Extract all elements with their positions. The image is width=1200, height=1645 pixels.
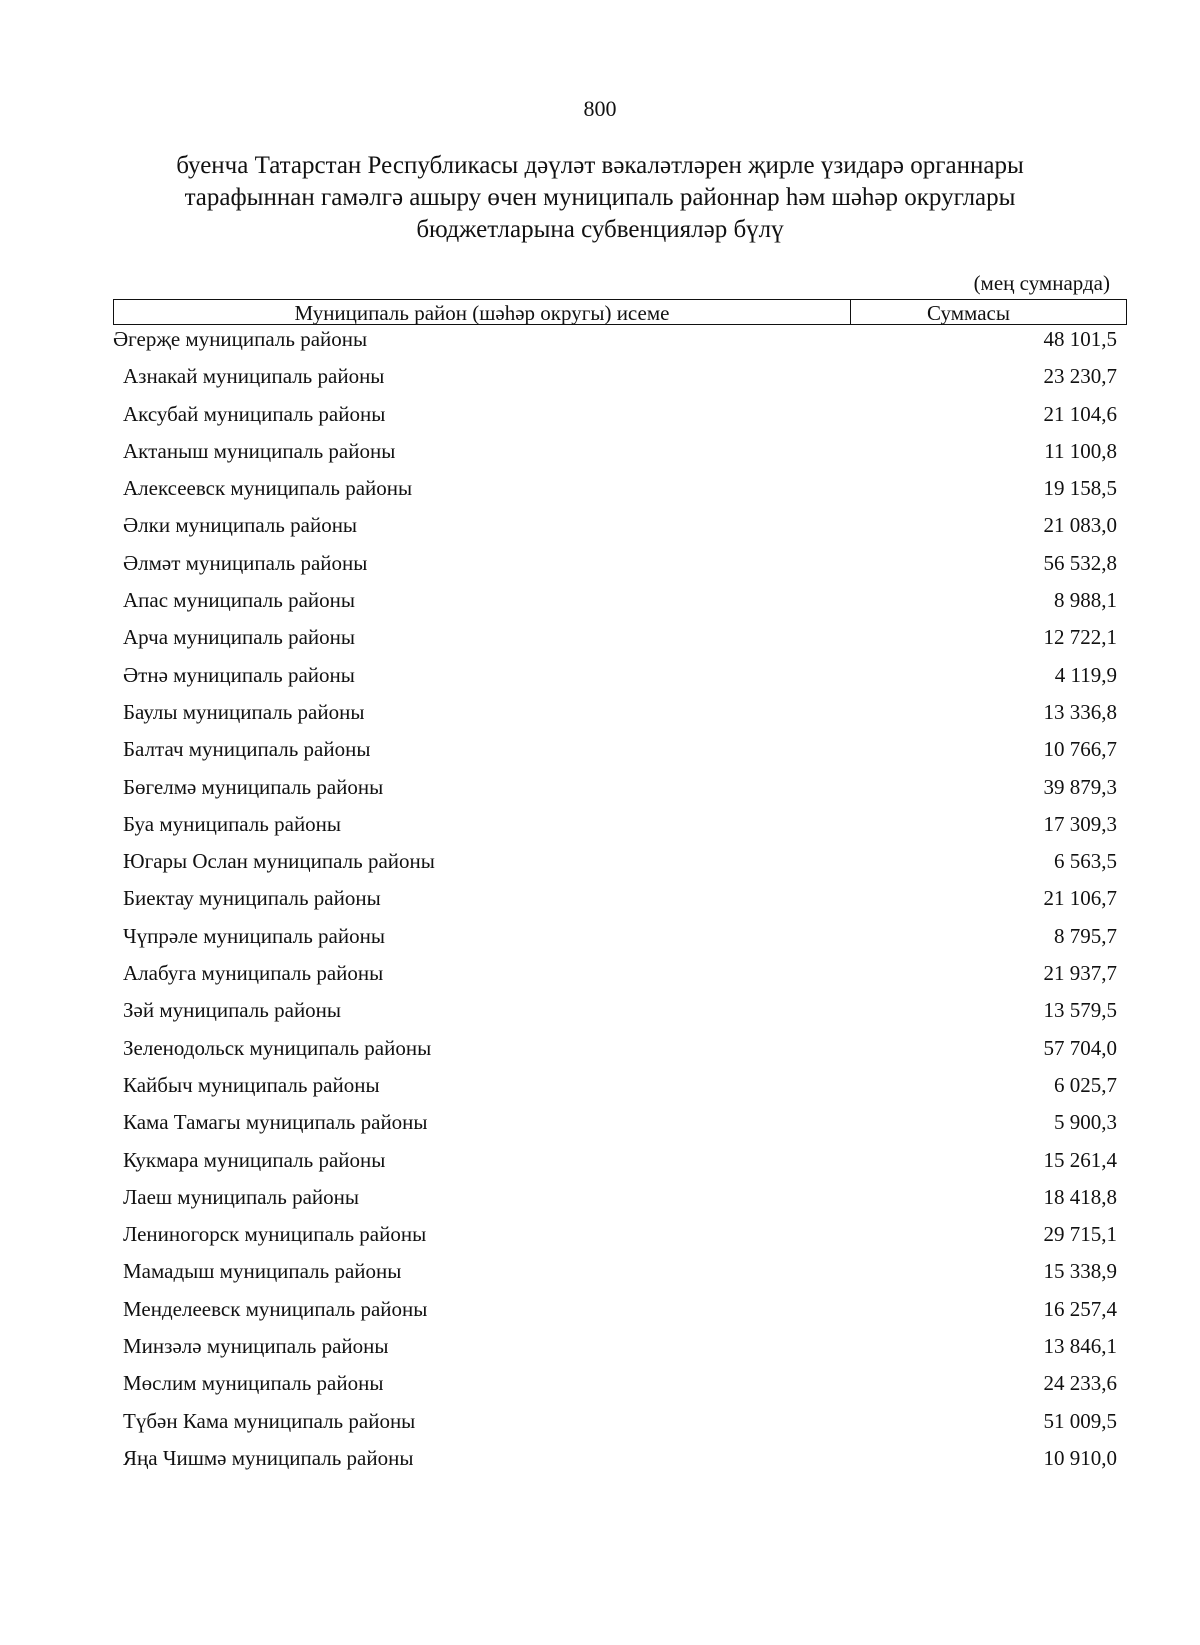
table-row xyxy=(113,736,1117,773)
district-sum: 13 579,5 xyxy=(1043,998,1117,1023)
district-name: Зеленодольск муниципаль районы xyxy=(123,1035,432,1060)
table-row xyxy=(113,624,1117,661)
district-sum: 21 083,0 xyxy=(1043,513,1117,538)
district-name: Югары Ослан муниципаль районы xyxy=(123,849,435,874)
district-name: Кайбыч муниципаль районы xyxy=(123,1072,380,1097)
district-sum: 11 100,8 xyxy=(1044,438,1117,463)
district-sum: 29 715,1 xyxy=(1043,1222,1117,1247)
header-sum-column: Суммасы xyxy=(927,301,1010,325)
district-name: Зәй муниципаль районы xyxy=(123,998,342,1023)
district-name: Балтач муниципаль районы xyxy=(123,737,371,762)
table-row xyxy=(113,662,1117,699)
table-row xyxy=(113,363,1117,400)
district-sum: 21 106,7 xyxy=(1043,886,1117,911)
table-row xyxy=(113,848,1117,885)
table-row xyxy=(113,550,1117,587)
document-title xyxy=(80,150,1120,246)
district-sum: 15 261,4 xyxy=(1043,1147,1117,1172)
district-name: Мамадыш муниципаль районы xyxy=(123,1259,402,1284)
district-sum: 51 009,5 xyxy=(1043,1408,1117,1433)
table-row xyxy=(113,1184,1117,1221)
table-row xyxy=(113,923,1117,960)
district-sum: 10 766,7 xyxy=(1043,737,1117,762)
district-name: Бөгелмә муниципаль районы xyxy=(123,774,384,799)
table-row xyxy=(113,475,1117,512)
page-number: 800 xyxy=(583,96,617,121)
table-row xyxy=(113,1109,1117,1146)
table-row xyxy=(113,960,1117,997)
units-note: (мең сумнарда) xyxy=(973,271,1110,295)
district-name: Түбән Кама муниципаль районы xyxy=(123,1408,416,1433)
district-sum: 48 101,5 xyxy=(1043,327,1117,351)
district-sum: 17 309,3 xyxy=(1043,811,1117,836)
district-name: Яңа Чишмә муниципаль районы xyxy=(123,1445,414,1470)
district-name: Буа муниципаль районы xyxy=(123,811,342,836)
table-body xyxy=(113,326,1117,1482)
district-sum: 18 418,8 xyxy=(1043,1184,1117,1209)
header-name-column: Муниципаль район (шәһәр округы) исеме xyxy=(114,300,851,324)
table-row xyxy=(113,1370,1117,1407)
table-row xyxy=(113,1035,1117,1072)
district-name: Алексеевск муниципаль районы xyxy=(123,476,413,501)
district-name: Алабуга муниципаль районы xyxy=(123,961,384,986)
district-name: Апас муниципаль районы xyxy=(123,588,355,613)
table-row xyxy=(113,1147,1117,1184)
district-name: Лениногорск муниципаль районы xyxy=(123,1222,427,1247)
table-row xyxy=(113,1072,1117,1109)
table-row xyxy=(113,811,1117,848)
title-line: бюджетларына субвенцияләр бүлү xyxy=(416,216,784,243)
district-sum: 8 795,7 xyxy=(1054,923,1117,948)
title-line: буенча Татарстан Республикасы дәүләт вәкаләтләрен җирле үзидарә органнары xyxy=(176,152,1024,179)
district-name: Аксубай муниципаль районы xyxy=(123,401,386,426)
district-sum: 12 722,1 xyxy=(1043,625,1117,650)
district-name: Азнакай муниципаль районы xyxy=(123,364,385,389)
table-row xyxy=(113,885,1117,922)
district-sum: 57 704,0 xyxy=(1043,1035,1117,1060)
title-line: тарафыннан гамәлгә ашыру өчен муниципаль районнар һәм шәһәр округлары xyxy=(184,184,1016,211)
district-name: Биектау муниципаль районы xyxy=(123,886,381,911)
district-sum: 5 900,3 xyxy=(1054,1110,1117,1135)
district-name: Кама Тамагы муниципаль районы xyxy=(123,1110,428,1135)
district-sum: 4 119,9 xyxy=(1054,662,1117,687)
district-sum: 24 233,6 xyxy=(1043,1371,1117,1396)
district-sum: 21 937,7 xyxy=(1043,961,1117,986)
table-header xyxy=(113,299,1127,325)
district-sum: 21 104,6 xyxy=(1043,401,1117,426)
district-name: Мөслим муниципаль районы xyxy=(123,1371,384,1396)
district-name: Әлмәт муниципаль районы xyxy=(123,550,368,575)
table-row xyxy=(113,699,1117,736)
district-sum: 56 532,8 xyxy=(1043,550,1117,575)
district-name: Актаныш муниципаль районы xyxy=(123,438,396,463)
table-row xyxy=(113,438,1117,475)
district-name: Әгерҗе муниципаль районы xyxy=(113,327,368,351)
table-row xyxy=(113,774,1117,811)
district-name: Минзәлә муниципаль районы xyxy=(123,1334,389,1359)
district-sum: 23 230,7 xyxy=(1043,364,1117,389)
table-row xyxy=(113,1333,1117,1370)
district-name: Әтнә муниципаль районы xyxy=(123,662,355,687)
district-name: Арча муниципаль районы xyxy=(123,625,355,650)
table-row xyxy=(113,997,1117,1034)
table-row xyxy=(113,1296,1117,1333)
table-row xyxy=(113,1445,1117,1482)
district-name: Чүпрәле муниципаль районы xyxy=(123,923,385,948)
district-sum: 6 563,5 xyxy=(1054,849,1117,874)
table-row xyxy=(113,1258,1117,1295)
district-name: Әлки муниципаль районы xyxy=(123,513,358,538)
district-sum: 15 338,9 xyxy=(1043,1259,1117,1284)
table-row xyxy=(113,1221,1117,1258)
table-row xyxy=(113,401,1117,438)
district-name: Баулы муниципаль районы xyxy=(123,699,365,724)
district-sum: 39 879,3 xyxy=(1043,774,1117,799)
district-name: Кукмара муниципаль районы xyxy=(123,1147,386,1172)
district-sum: 6 025,7 xyxy=(1054,1072,1117,1097)
table-row xyxy=(113,326,1117,363)
table-row xyxy=(113,587,1117,624)
district-name: Лаеш муниципаль районы xyxy=(123,1184,360,1209)
district-sum: 13 336,8 xyxy=(1043,699,1117,724)
district-sum: 19 158,5 xyxy=(1043,476,1117,501)
district-name: Менделеевск муниципаль районы xyxy=(123,1296,428,1321)
table-row xyxy=(113,1408,1117,1445)
district-sum: 16 257,4 xyxy=(1043,1296,1117,1321)
district-sum: 10 910,0 xyxy=(1043,1445,1117,1470)
district-sum: 8 988,1 xyxy=(1054,588,1117,613)
table-row xyxy=(113,512,1117,549)
district-sum: 13 846,1 xyxy=(1043,1334,1117,1359)
